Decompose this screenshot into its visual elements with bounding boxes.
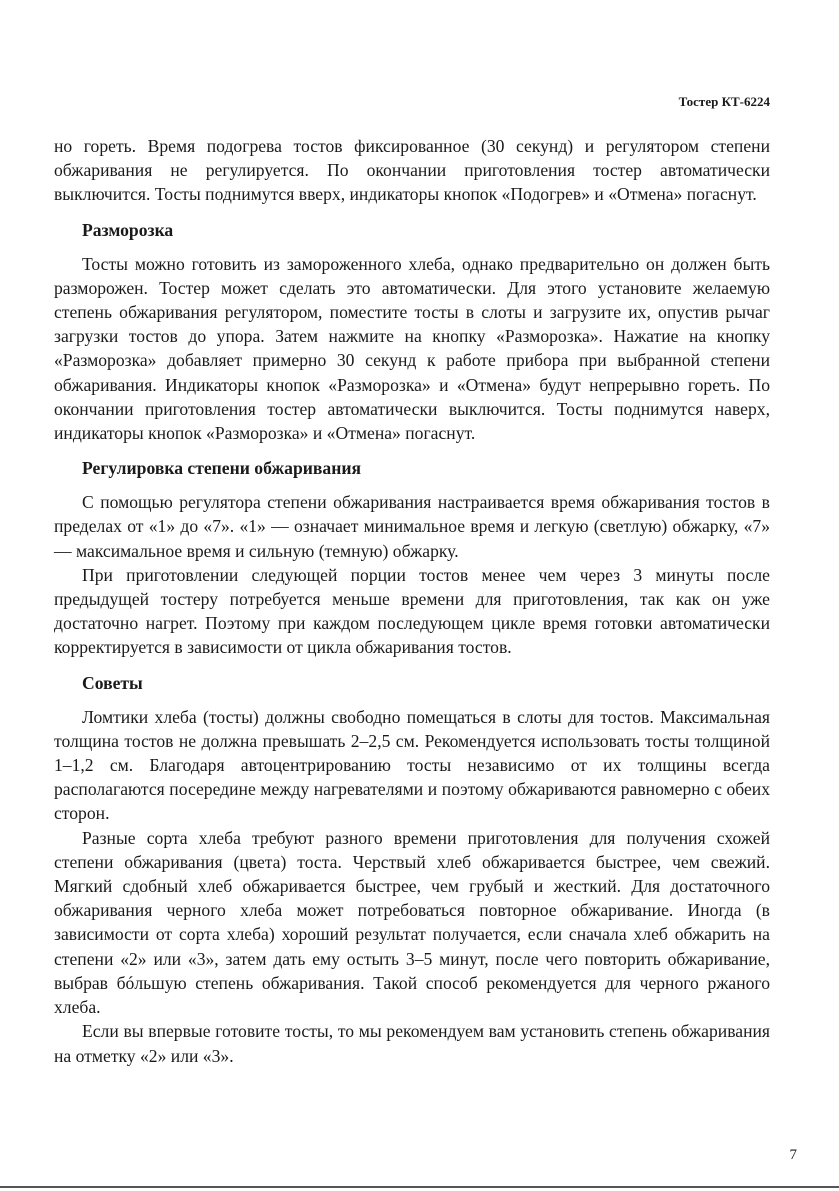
page-number: 7	[789, 1147, 797, 1163]
intro-paragraph: но гореть. Время подогрева тостов фиксированное (30 секунд) и регулятором степени обжаривания не регулируется. По окончании приготовления тостер автоматически выключится. Тосты поднимутся вверх, индикаторы кнопок «Подогрев» и «Отмена» погаснут.	[54, 136, 770, 205]
tips-paragraph-1: Ломтики хлеба (тосты) должны свободно помещаться в слоты для тостов. Максимальная толщина тостов не должна превышать 2–2,5 см. Рекомендуется использовать тосты толщиной 1–1,2 см. Благодаря автоцентрированию тосты независимо от их толщины всегда располагаются посередине между нагревателями и поэтому обжариваются равномерно с обеих сторон.	[54, 706, 770, 824]
section-heading-tips: Советы	[82, 672, 143, 693]
browning-paragraph-1: С помощью регулятора степени обжаривания настраивается время обжаривания тостов в пределах от «1» до «7». «1» — означает минимальное время и легкую (светлую) обжарку, «7» — максимальное время и сильную (темную) обжарку.	[54, 492, 770, 561]
tips-paragraph-2: Разные сорта хлеба требуют разного времени приготовления для получения схожей степени обжаривания (цвета) тоста. Черствый хлеб обжаривается быстрее, чем свежий. Мягкий сдобный хлеб обжаривается быстрее, чем грубый и жесткий. Для достаточного обжаривания черного хлеба может потребоваться повторное обжаривание. Иногда (в зависимости от сорта хлеба) хороший результат получается, если сначала хлеб обжарить на степени «2» или «3», затем дать ему остыть 3–5 минут, после чего повторить обжаривание, выбрав бóльшую степень обжаривания. Такой способ рекомендуется для черного ржаного хлеба.	[54, 827, 770, 1018]
defrost-paragraph: Тосты можно готовить из замороженного хлеба, однако предварительно он должен быть разморожен. Тостер может сделать это автоматически. Для этого установите желаемую степень обжаривания регулятором, поместите тосты в слоты и загрузите их, опустив рычаг загрузки тостов до упора. Затем нажмите на кнопку «Разморозка». Нажатие на кнопку «Разморозка» добавляет примерно 30 секунд к работе прибора при выбранной степени обжаривания. Индикаторы кнопок «Разморозка» и «Отмена» будут непрерывно гореть. По окончании приготовления тостер автоматически выключится. Тосты поднимутся наверх, индикаторы кнопок «Разморозка» и «Отмена» погаснут.	[54, 253, 770, 444]
browning-paragraph-2: При приготовлении следующей порции тостов менее чем через 3 минуты после предыдущей тостеру потребуется меньше времени для приготовления, так как он уже достаточно нагрет. Поэтому при каждом последующем цикле время готовки автоматически корректируется в зависимости от цикла обжаривания тостов.	[54, 564, 770, 658]
page-content	[54, 134, 770, 1068]
bottom-divider	[0, 1186, 839, 1188]
running-header: Тостер КТ-6224	[678, 94, 770, 109]
section-heading-defrost: Разморозка	[82, 219, 174, 240]
tips-paragraph-3: Если вы впервые готовите тосты, то мы рекомендуем вам установить степень обжаривания на отметку «2» или «3».	[54, 1021, 770, 1066]
section-heading-browning: Регулировка степени обжаривания	[82, 458, 361, 479]
